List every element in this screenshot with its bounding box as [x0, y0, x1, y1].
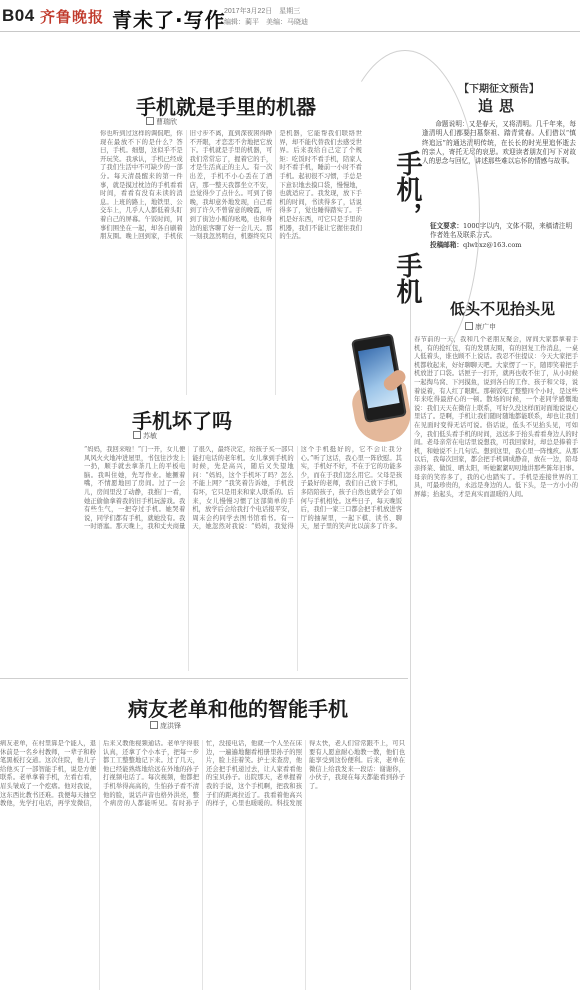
article-4-title: 低头不见抬头见 — [450, 300, 556, 318]
word-limit-label: 征文要求： — [430, 222, 463, 230]
email-label: 投稿邮箱： — [430, 240, 463, 249]
article-2-author: 苏敏 — [133, 431, 157, 441]
article-4-author: 康广申 — [465, 322, 496, 332]
page-number: B04 — [2, 6, 35, 25]
notice-title: 追思 — [477, 97, 520, 115]
word-limit: 1000字以内，文体不限，来稿请注明作者姓名及联系方式。 — [430, 222, 573, 240]
article-1-author: 曹瑞欣 — [146, 117, 177, 127]
newspaper-masthead: 齐鲁晚报 — [40, 8, 105, 26]
editor-credits: 编辑：蔺平 美编：马晓迪 — [224, 19, 308, 26]
article-3-title: 病友老单和他的智能手机 — [128, 697, 348, 721]
notice-body: 命题说明：又是春天，又将清明。几千年来，每逢清明人们都要扫墓祭祖、踏青赏春。人们借以“慎终追远”的通达清明传统，在长长的时光里追怀逝去的亲人，寄托无尽的哀思。欢迎读者朋友们写下对故人的思念与回忆，讲述那些难以忘怀的情感与故事。 — [422, 120, 576, 166]
page-header — [0, 0, 580, 32]
notice-label: 【下期征文预告】 — [459, 84, 539, 95]
feature-word-bottom: 手机 — [392, 252, 422, 304]
article-2-title: 手机坏了吗 — [132, 409, 232, 433]
submission-email[interactable]: qlwbxz@163.com — [462, 240, 522, 249]
article-4-body: 春节前的一天，我和几个老朋友聚会，席间大家都拿着手机，有的抢红包，有的发朋友圈，有的回复工作消息，一桌人低着头，谁也顾不上说话。我忍不住提议：今天大家把手机都收起来，好好聊聊天吧。大家愣了一下，随即笑着把手机放进了口袋。话匣子一打开，就再也收不住了，从小时候一起掏鸟窝、下河摸鱼，说到各自的工作、孩子和父母，说着说着，有人红了眼眶。那顿饭吃了整整四个小时，是这些年来吃得最舒心的一顿。散场的时候，一个老同学感慨地说：我们天天在微信上联系，可好久没这样面对面地说说心里话了。是啊，手机让我们随时随地都能联系，却也让我们在见面时变得无话可说。俗话说，低头不见抬头见，可如今，我们低头看手机的时间，远远多于抬头看看身边人的时间。老母亲常在电话里说想我，可我回家时，却总是捧着手机，和她说不上几句话。想到这里，我心里一阵愧疚。从那以后，我每次回家，都会把手机调成静音，放在一边，陪母亲择菜、做饭、晒太阳，听她絮絮叨叨地讲那些陈年旧事。母亲的笑容多了，我的心也踏实了。手机是连接世界的工具，可最珍贵的，永远是身边的人。低下头，是一方小小的屏幕；抬起头，才是真实而温暖的人间。 — [414, 336, 578, 498]
feature-word-top: 手机， — [392, 150, 422, 228]
article-2-body: “妈妈，我回来啦！”门一开，女儿便风风火火地冲进屋里，书包往沙发上一扔，顺手就去拿茶几上的平板电脑。我叫住她，先写作业。她撅着嘴，不情愿地回了房间。过了一会儿，房间里没了动静，我推门一看，她正偷偷拿着我的旧手机玩游戏。我有些生气，一把夺过手机。她哭着说，同学们都有手机，就她没有。我一时语塞。那天晚上，我和丈夫商量了很久，最终决定，给孩子买一部只能打电话的老年机。女儿拿到手机的时候，先是高兴，随后又失望地问：“妈妈，这个手机坏了吗？怎么不能上网？”我笑着告诉她，手机没有坏，它只是用来和家人联系的。后来，女儿慢慢习惯了这部简单的手机，放学后会给我打个电话报平安，周末会约同学去图书馆看书。有一天，她忽然对我说：“妈妈，我觉得这个手机挺好的，它不会让我分心。”听了这话，我心里一阵欣慰。其实，手机好不好，不在于它的功能多少，而在于我们怎么用它。父母是孩子最好的老师，我们自己放下手机，多陪陪孩子，孩子自然也就学会了如何与手机相处。这些日子，每天晚饭后，我们一家三口都会把手机放进客厅的抽屉里，一起下棋、读书、聊天，屋子里的笑声比以前多了许多。 — [84, 446, 402, 531]
section-divider — [0, 678, 408, 679]
article-3-body: 病友老单，在村里算是个能人，退休前是一名乡村教师，一辈子和粉笔黑板打交道。这次住院，他儿子给他买了一部智能手机，说是方便联系。老单拿着手机，左看右看，眉头皱成了一个疙瘩。他对我说，这东西比教书还难。我便每天抽空教他，先学打电话，再学发微信，后来又教他视频通话。老单学得很认真，还拿了个小本子，把每一步都工工整整地记下来。过了几天，他已经能熟练地给远在外地的孙子打视频电话了。每次视频，他都把手机举得高高的，生怕孙子看不清他的脸，说话声音也格外洪亮，整个病房的人都能听见。有时孙子忙，没接电话，他就一个人坐在床边，一遍遍地翻看相册里孙子的照片，脸上挂着笑。护士来查房，他还会把手机递过去，让人家看看他的宝贝孙子。出院那天，老单握着我的手说，这个手机啊，把我和孩子们的距离拉近了。我看着他高兴的样子，心里也暖暖的。科技发展得太快，老人们常常跟不上，可只要有人愿意耐心地教一教，他们也能享受到这份便利。后来，老单在微信上给我发来一段话：谢谢你，小伙子，我现在每天都能看到孙子了。 — [0, 740, 405, 808]
article-1-body: 你也听到过这样的调侃吧，你现在最放不下的是什么？答曰，手机。细想，这似乎不是开玩笑。我承认，手机已经成了我们生活中不可缺少的一部分。每天清晨醒来的第一件事，就是摸过枕边的手机看看时间，看看有没有未读的消息。上班的路上，地铁里、公交车上，几乎人人都低着头盯着自己的屏幕。午饭时间，同事们围坐在一起，却各自刷着朋友圈。晚上回到家，手机依旧寸步不离，直到深夜困得睁不开眼，才恋恋不舍地把它放下。手机就是手里的机器，可我们常常忘了，握着它的手，才是生活真正的主人。有一次出差，手机不小心丢在了酒店，那一整天我都坐立不安，总觉得少了点什么。可到了傍晚，我却意外地发现，自己看到了许久不曾留意的晚霞，听到了街边小贩的吆喝，也和身边的旅客聊了好一会儿天。那一刻我忽然明白，机器终究只是机器，它能帮我们联络世界，却不能代替我们去感受世界。后来我给自己定了个规矩：吃饭时不看手机，陪家人时不看手机，睡前一小时不看手机。起初很不习惯，手总是下意识地去摸口袋，慢慢地，也就适应了。我发现，放下手机的时间，书读得多了，话说得多了，觉也睡得踏实了。手机是好东西，可它只是手里的机器，我们不能让它握住我们的生活。 — [100, 130, 362, 241]
article-1-title: 手机就是手里的机器 — [136, 95, 316, 119]
section-title: 青未了·写作 — [112, 8, 226, 32]
article-3-author: 庞洪锋 — [150, 721, 181, 731]
issue-date: 2017年3月22日 星期三 — [224, 8, 301, 15]
